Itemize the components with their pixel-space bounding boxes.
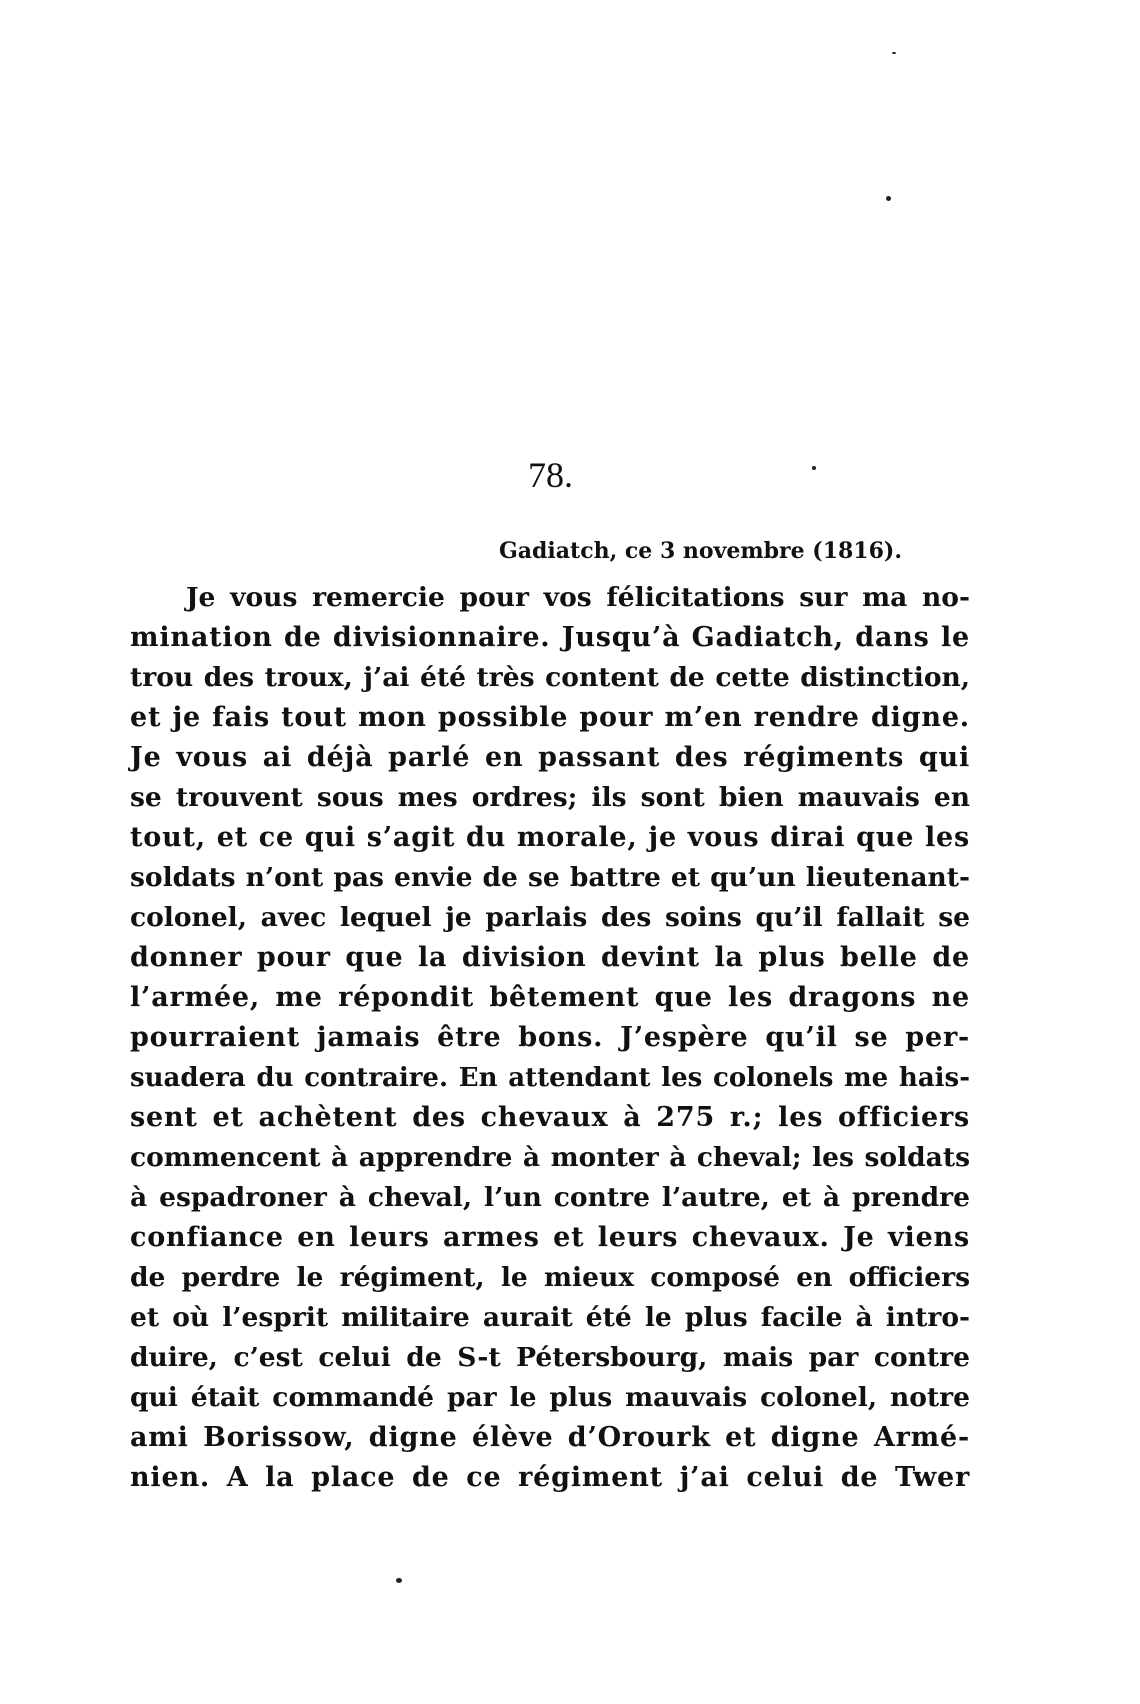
body-line: commencent à apprendre à monter à cheval; les soldats	[130, 1142, 970, 1173]
body-line: Je vous remercie pour vos félicitations sur ma no-	[186, 582, 970, 613]
body-line: donner pour que la division devint la plus belle de	[130, 942, 970, 973]
body-line: confiance en leurs armes et leurs chevaux. Je viens	[130, 1222, 970, 1253]
body-line: ami Borissow, digne élève d’Orourk et digne Armé-	[130, 1422, 970, 1453]
body-line: et je fais tout mon possible pour m’en rendre digne.	[130, 702, 970, 733]
body-line: se trouvent sous mes ordres; ils sont bien mauvais en	[130, 782, 970, 813]
letter-number: 78.	[528, 455, 573, 495]
scan-speck	[396, 1578, 402, 1583]
body-line: tout, et ce qui s’agit du morale, je vous dirai que les	[130, 822, 970, 853]
body-line: sent et achètent des chevaux à 275 r.; les officiers	[130, 1102, 970, 1133]
body-line: mination de divisionnaire. Jusqu’à Gadiatch, dans le	[130, 622, 970, 653]
body-line: qui était commandé par le plus mauvais colonel, notre	[130, 1382, 970, 1413]
body-line: de perdre le régiment, le mieux composé en officiers	[130, 1262, 970, 1293]
scan-speck	[812, 466, 816, 470]
body-line: Je vous ai déjà parlé en passant des régiments qui	[130, 742, 970, 773]
body-line: pourraient jamais être bons. J’espère qu’il se per-	[130, 1022, 970, 1053]
body-line: trou des troux, j’ai été très content de cette distinction,	[130, 662, 970, 693]
body-line: nien. A la place de ce régiment j’ai celui de Twer	[130, 1462, 970, 1493]
scan-speck	[892, 52, 896, 54]
body-line: et où l’esprit militaire aurait été le plus facile à intro-	[130, 1302, 970, 1333]
body-line: l’armée, me répondit bêtement que les dragons ne	[130, 982, 970, 1013]
body-line: colonel, avec lequel je parlais des soins qu’il fallait se	[130, 902, 970, 933]
dateline: Gadiatch, ce 3 novembre (1816).	[499, 538, 902, 564]
body-line: suadera du contraire. En attendant les colonels me hais-	[130, 1063, 970, 1093]
body-line: à espadroner à cheval, l’un contre l’autre, et à prendre	[130, 1182, 970, 1213]
letter-body	[130, 578, 970, 1498]
body-line: soldats n’ont pas envie de se battre et qu’un lieutenant-	[130, 862, 970, 893]
body-line: duire, c’est celui de S-t Pétersbourg, mais par contre	[130, 1342, 970, 1373]
scan-speck	[886, 196, 891, 201]
